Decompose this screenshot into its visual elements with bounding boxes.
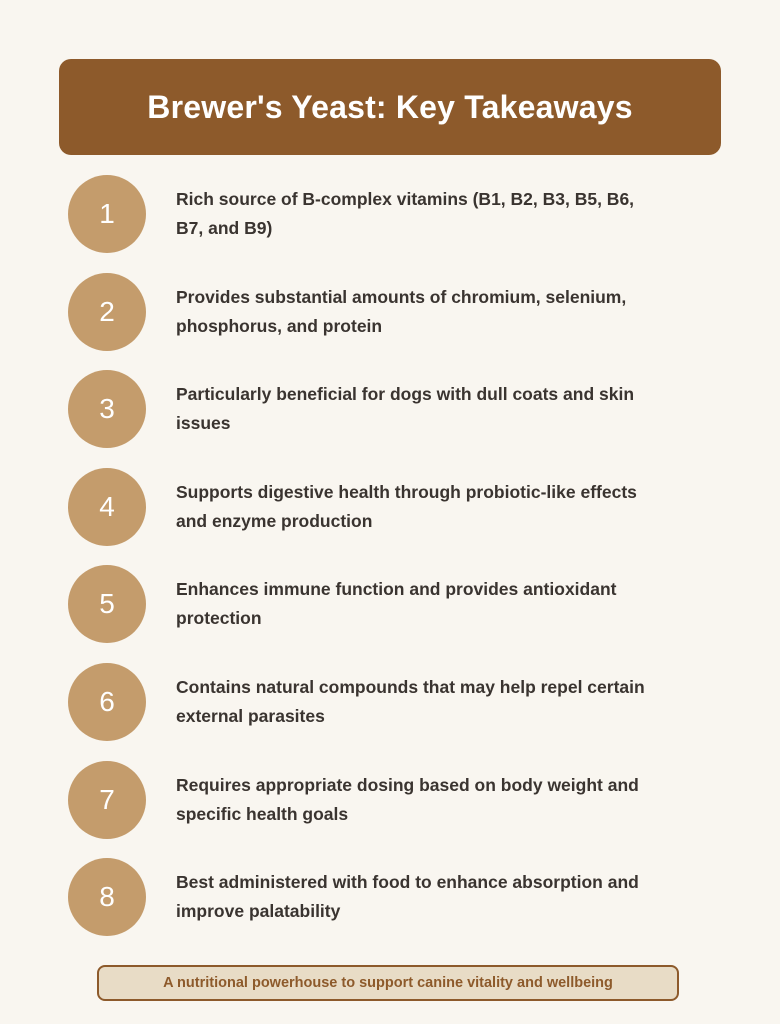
item-number-badge: 4 [68,468,146,546]
item-text: Enhances immune function and provides antioxidant protection [176,579,617,629]
item-number-badge: 8 [68,858,146,936]
takeaways-list [68,175,688,956]
list-item [68,468,688,566]
item-text: Best administered with food to enhance absorption and improve palatability [176,872,639,922]
list-item [68,370,688,468]
list-item [68,663,688,761]
footer-tagline: A nutritional powerhouse to support canine vitality and wellbeing [163,975,613,991]
list-item [68,858,688,956]
title-banner [59,59,721,155]
item-number-badge: 6 [68,663,146,741]
item-text: Particularly beneficial for dogs with dull coats and skin issues [176,384,635,434]
list-item [68,565,688,663]
item-text: Supports digestive health through probiotic-like effects and enzyme production [176,481,637,531]
item-text: Provides substantial amounts of chromium, selenium, phosphorus, and protein [176,286,627,336]
item-number-badge: 1 [68,175,146,253]
list-item [68,175,688,273]
item-text: Contains natural compounds that may help repel certain external parasites [176,676,645,726]
item-text: Rich source of B-complex vitamins (B1, B2, B3, B5, B6, B7, and B9) [176,189,635,238]
item-number-badge: 3 [68,370,146,448]
footer-banner [97,965,679,1001]
item-number-badge: 7 [68,761,146,839]
page-title: Brewer's Yeast: Key Takeaways [147,88,633,125]
item-number-badge: 5 [68,565,146,643]
list-item [68,273,688,371]
item-text: Requires appropriate dosing based on body weight and specific health goals [176,774,639,824]
list-item [68,761,688,859]
item-number-badge: 2 [68,273,146,351]
